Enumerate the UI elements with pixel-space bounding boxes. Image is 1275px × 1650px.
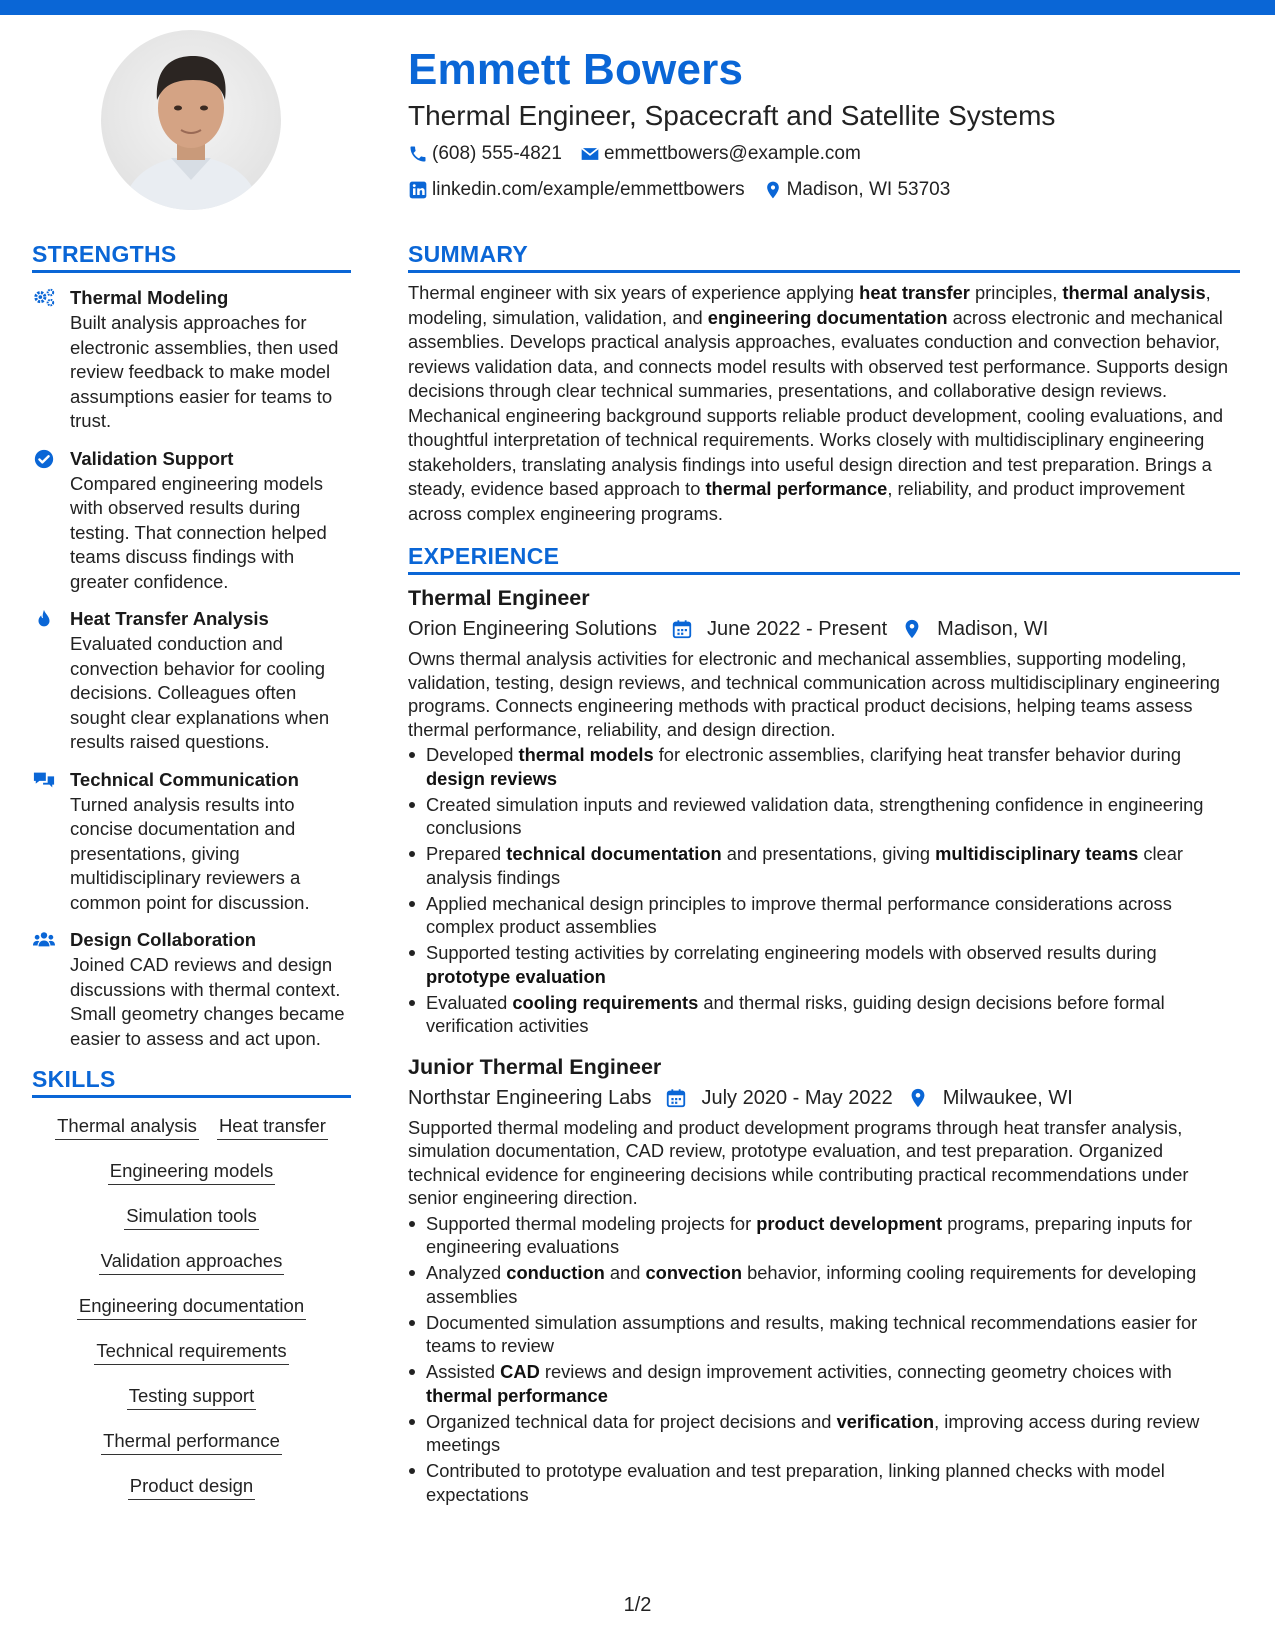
top-accent-bar xyxy=(0,0,1275,15)
gears-icon xyxy=(32,285,70,434)
bold-keyword: technical documentation xyxy=(506,843,722,864)
job-meta xyxy=(408,1082,1240,1114)
bold-keyword: multidisciplinary teams xyxy=(935,843,1139,864)
location-contact xyxy=(763,179,951,201)
map-pin-icon xyxy=(763,180,783,200)
strengths-heading: STRENGTHS xyxy=(32,238,351,273)
phone-number: (608) 555-4821 xyxy=(432,143,562,164)
bullet-item xyxy=(408,892,1240,939)
candidate-title: Thermal Engineer, Spacecraft and Satellite Systems xyxy=(408,100,1056,131)
skill-row xyxy=(32,1247,351,1292)
bullet-item xyxy=(408,991,1240,1038)
job-dates xyxy=(665,1082,892,1114)
bullet-item xyxy=(408,743,1240,790)
skill-row xyxy=(32,1202,351,1247)
strength-body xyxy=(70,285,351,434)
bullet-item xyxy=(408,1410,1240,1457)
text-segment: for electronic assemblies, clarifying heat transfer behavior during xyxy=(653,744,1181,765)
skill-row xyxy=(32,1292,351,1337)
resume-header xyxy=(408,42,1238,206)
job-description: Supported thermal modeling and product development programs through heat transfer analysis, simulation documentation, CAD review, prototype evaluation, and test preparation. Organized technical evidence for engineering decisions while contributing practical recommendations under senior engineering direction. xyxy=(408,1116,1189,1208)
text-segment: Applied mechanical design principles to improve thermal performance considerations across complex product assemblies xyxy=(426,892,1172,937)
email-contact[interactable] xyxy=(580,143,861,165)
strength-title: Validation Support xyxy=(70,447,234,469)
strength-item xyxy=(32,285,351,434)
text-segment: behavior, informing cooling requirements for developing assemblies xyxy=(426,1262,1197,1307)
text-segment: Prepared xyxy=(426,843,507,864)
strength-title: Technical Communication xyxy=(70,768,299,790)
flame-icon xyxy=(32,606,70,755)
strength-item xyxy=(32,927,351,1051)
bold-keyword: conduction xyxy=(506,1262,605,1283)
summary-text xyxy=(408,281,1240,526)
email-icon xyxy=(580,144,600,164)
text-segment: Evaluated xyxy=(426,991,513,1013)
job-location xyxy=(901,613,1048,645)
bold-keyword: CAD xyxy=(500,1361,540,1382)
experience-list xyxy=(408,583,1240,1506)
bullet-item xyxy=(408,941,1240,988)
strength-description: Built analysis approaches for electronic assemblies, then used review feedback to make model assumptions easier for teams to trust. xyxy=(70,312,339,431)
skills-heading: SKILLS xyxy=(32,1063,351,1098)
company-name: Orion Engineering Solutions xyxy=(408,618,658,640)
strength-title: Design Collaboration xyxy=(70,929,257,950)
bullet-item xyxy=(408,1212,1240,1259)
job-location xyxy=(907,1082,1073,1114)
job-description: Owns thermal analysis activities for electronic and mechanical assemblies, supporting modeling, validation, testing, design reviews, and technical communication across multidisciplinary engineering programs. Connects engineering methods with practical product decisions, helping teams assess thermal performance, reliability, and design direction. xyxy=(408,648,1220,740)
email-address: emmettbowers@example.com xyxy=(603,143,861,164)
text-segment: , improving access during review meetings xyxy=(426,1410,1200,1455)
chat-bubbles-icon xyxy=(32,767,70,916)
text-segment: , modeling, simulation, validation, and xyxy=(408,282,1211,328)
linkedin-url: linkedin.com/example/emmettbowers xyxy=(432,179,745,200)
candidate-name: Emmett Bowers xyxy=(408,45,744,94)
job-location-text: Milwaukee, WI xyxy=(942,1086,1073,1109)
text-segment: Thermal engineer with six years of experience applying xyxy=(408,282,860,303)
skill-tag: Technical requirements xyxy=(94,1337,288,1365)
profile-photo xyxy=(101,30,281,210)
bold-keyword: engineering documentation xyxy=(707,306,948,328)
text-segment: Analyzed xyxy=(426,1262,507,1283)
skill-tag: Engineering documentation xyxy=(77,1292,306,1320)
contact-row-1 xyxy=(408,138,1238,170)
bold-keyword: cooling requirements xyxy=(512,991,699,1013)
left-column xyxy=(32,238,351,1517)
experience-entry xyxy=(408,1052,1240,1507)
bullet-item xyxy=(408,793,1240,840)
text-segment: Organized technical data for project decisions and xyxy=(426,1410,837,1432)
bullet-item xyxy=(408,842,1240,889)
skill-tag: Thermal performance xyxy=(101,1427,282,1455)
bold-keyword: thermal analysis xyxy=(1062,282,1206,303)
skill-row xyxy=(32,1427,351,1472)
skill-tag: Validation approaches xyxy=(99,1247,285,1275)
text-segment: Contributed to prototype evaluation and test preparation, linking planned checks with model expectations xyxy=(426,1460,1165,1505)
text-segment: principles, xyxy=(969,282,1063,303)
job-bullets xyxy=(408,743,1240,1038)
strength-item xyxy=(32,446,351,595)
job-location-text: Madison, WI xyxy=(937,618,1049,640)
bullet-item xyxy=(408,1360,1240,1407)
skill-tag: Simulation tools xyxy=(124,1202,259,1230)
summary-heading: SUMMARY xyxy=(408,238,1240,273)
phone-contact[interactable] xyxy=(408,143,562,165)
bold-keyword: heat transfer xyxy=(859,282,970,303)
job-meta xyxy=(408,613,1240,645)
bullet-item xyxy=(408,1311,1240,1358)
bold-keyword: product development xyxy=(756,1212,943,1234)
strengths-list xyxy=(32,285,351,1051)
skill-tag: Product design xyxy=(128,1472,255,1500)
text-segment: and thermal risks, guiding design decisions before formal verification activities xyxy=(426,991,1165,1036)
skill-tag: Testing support xyxy=(127,1382,256,1410)
strength-description: Evaluated conduction and convection behavior for cooling decisions. Colleagues often sought clear explanations when results raised questions. xyxy=(70,633,330,752)
map-pin-icon xyxy=(901,618,923,640)
strength-body xyxy=(70,927,351,1051)
text-segment: Developed xyxy=(426,744,519,765)
phone-icon xyxy=(408,144,428,164)
job-title: Junior Thermal Engineer xyxy=(408,1054,662,1079)
text-segment: Created simulation inputs and reviewed validation data, strengthening confidence in engineering conclusions xyxy=(426,793,1204,838)
bold-keyword: thermal models xyxy=(518,744,654,765)
skill-row xyxy=(32,1157,351,1202)
skill-row xyxy=(32,1472,351,1517)
text-segment: , reliability, and product improvement across complex engineering programs. xyxy=(408,478,1185,524)
page-number: 1/2 xyxy=(623,1594,652,1616)
right-column xyxy=(408,238,1240,1509)
strength-title: Heat Transfer Analysis xyxy=(70,608,269,629)
contact-row-2 xyxy=(408,174,1238,206)
company-name: Northstar Engineering Labs xyxy=(408,1086,652,1109)
linkedin-icon xyxy=(408,180,428,200)
skills-list xyxy=(32,1112,351,1517)
strength-description: Joined CAD reviews and design discussions with thermal context. Small geometry changes became easier to assess and act upon. xyxy=(70,954,345,1049)
location-text: Madison, WI 53703 xyxy=(786,179,951,200)
bold-keyword: prototype evaluation xyxy=(426,965,606,987)
experience-heading: EXPERIENCE xyxy=(408,540,1240,575)
job-title: Thermal Engineer xyxy=(408,586,590,610)
strength-body xyxy=(70,446,351,595)
job-dates xyxy=(671,613,887,645)
strength-description: Turned analysis results into concise documentation and presentations, giving multidisciplinary reviewers a common point for discussion. xyxy=(70,793,310,913)
linkedin-contact[interactable] xyxy=(408,179,745,201)
text-segment: and presentations, giving xyxy=(721,843,936,864)
bullet-item xyxy=(408,1261,1240,1308)
bold-keyword: verification xyxy=(836,1410,935,1432)
text-segment: Documented simulation assumptions and results, making technical recommendations easier for teams to review xyxy=(426,1311,1198,1356)
skill-tag: Heat transfer xyxy=(217,1112,328,1140)
bold-keyword: thermal performance xyxy=(426,1384,608,1406)
text-segment: reviews and design improvement activities, connecting geometry choices with xyxy=(539,1361,1172,1382)
check-circle-icon xyxy=(32,446,70,595)
bold-keyword: convection xyxy=(645,1262,742,1283)
strength-title: Thermal Modeling xyxy=(70,287,229,308)
bold-keyword: thermal performance xyxy=(705,478,888,499)
text-segment: clear analysis findings xyxy=(426,843,1183,888)
bullet-item xyxy=(408,1459,1240,1506)
strength-item xyxy=(32,767,351,916)
strength-description: Compared engineering models with observed results during testing. That connection helped teams discuss findings with greater confidence. xyxy=(70,472,327,592)
profile-photo-illustration xyxy=(101,30,281,210)
job-dates-text: June 2022 - Present xyxy=(707,618,888,640)
skill-row xyxy=(32,1382,351,1427)
team-icon xyxy=(32,927,70,1051)
job-bullets xyxy=(408,1212,1240,1507)
calendar-icon xyxy=(671,618,693,640)
text-segment: programs, preparing inputs for engineering evaluations xyxy=(426,1212,1193,1257)
map-pin-icon xyxy=(907,1087,929,1109)
skill-row xyxy=(32,1112,351,1157)
text-segment: Assisted xyxy=(426,1361,501,1382)
text-segment: Supported thermal modeling projects for xyxy=(426,1212,757,1234)
text-segment: across electronic and mechanical assemblies. Develops practical analysis approaches, evaluates conduction and convection behavior, reviews validation data, and connects model results with observed test performance. Supports design decisions through clear technical summaries, presentations, and collaborative design reviews. Mechanical engineering background supports reliable product development, cooling evaluations, and thoughtful interpretation of technical requirements. Works closely with multidisciplinary engineering stakeholders, translating analysis findings into useful design direction and test preparation. Brings a steady, evidence based approach to xyxy=(408,306,1229,499)
text-segment: and xyxy=(604,1262,646,1283)
skill-tag: Engineering models xyxy=(108,1157,276,1185)
strength-body xyxy=(70,767,351,916)
skill-row xyxy=(32,1337,351,1382)
skill-tag: Thermal analysis xyxy=(55,1112,199,1140)
calendar-icon xyxy=(665,1087,687,1109)
bold-keyword: design reviews xyxy=(426,767,558,789)
experience-entry xyxy=(408,583,1240,1038)
strength-body xyxy=(70,606,351,755)
job-dates-text: July 2020 - May 2022 xyxy=(701,1086,893,1109)
text-segment: Supported testing activities by correlating engineering models with observed results during xyxy=(426,942,1157,963)
strength-item xyxy=(32,606,351,755)
